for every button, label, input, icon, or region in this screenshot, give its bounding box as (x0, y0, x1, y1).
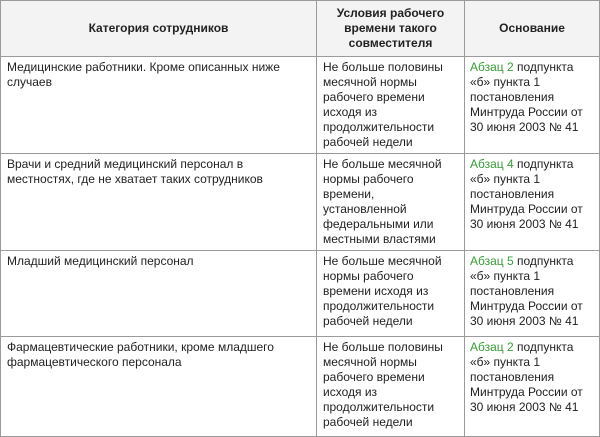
conditions-line: местными властями (323, 232, 436, 246)
basis-line: Минтруда России от (470, 202, 583, 216)
basis-first-line (470, 340, 595, 355)
conditions-cell (317, 154, 465, 251)
category-cell (1, 57, 317, 154)
category-line: Медицинские работники. Кроме описанных ниже (7, 60, 280, 74)
table-row (1, 154, 600, 251)
conditions-line: исходя из (323, 385, 378, 399)
category-line: случаев (7, 75, 52, 89)
conditions-line: продолжительности (323, 120, 435, 134)
conditions-line: рабочей недели (323, 314, 413, 328)
conditions-line: продолжительности (323, 299, 435, 313)
category-line: Фармацевтические работники, кроме младшего (7, 340, 274, 354)
basis-first-line (470, 157, 595, 172)
basis-first-line (470, 60, 595, 75)
conditions-cell (317, 251, 465, 337)
basis-line: постановления (470, 370, 555, 384)
basis-line: «б» пункта 1 (470, 355, 541, 369)
header-conditions-line: совместителя (348, 36, 433, 50)
conditions-line: времени, установленной (323, 187, 407, 216)
basis-line: постановления (470, 284, 555, 298)
header-basis: Основание (465, 1, 600, 57)
basis-line: постановления (470, 90, 555, 104)
conditions-line: федеральными или (323, 217, 434, 231)
conditions-line: рабочей недели (323, 135, 413, 149)
category-line: Врачи и средний медицинский персонал в (7, 157, 244, 171)
basis-first-text: подпункта (513, 340, 574, 354)
category-line: фармацевтического персонала (7, 355, 182, 369)
conditions-cell (317, 57, 465, 154)
conditions-line: Не больше половины (323, 60, 443, 74)
category-cell (1, 154, 317, 251)
category-line: Младший медицинский персонал (7, 254, 194, 268)
basis-line: Минтруда России от (470, 105, 583, 119)
header-conditions-line: времени такого (344, 21, 437, 35)
basis-link[interactable]: Абзац 2 (470, 60, 514, 74)
basis-link[interactable]: Абзац 2 (470, 340, 514, 354)
conditions-line: рабочей недели (323, 415, 413, 429)
table-row (1, 57, 600, 154)
table-header-row (1, 1, 600, 57)
conditions-line: нормы рабочего (323, 172, 414, 186)
basis-line: 30 июня 2003 № 41 (470, 314, 579, 328)
header-conditions-line: Условия рабочего (336, 6, 445, 20)
conditions-line: нормы рабочего (323, 269, 414, 283)
conditions-line: месячной нормы (323, 75, 417, 89)
basis-link[interactable]: Абзац 4 (470, 157, 514, 171)
conditions-line: продолжительности (323, 400, 435, 414)
basis-first-line (470, 254, 595, 269)
conditions-line: Не больше месячной (323, 157, 442, 171)
basis-cell (465, 57, 600, 154)
header-conditions (317, 1, 465, 57)
conditions-line: Не больше половины (323, 340, 443, 354)
conditions-line: Не больше месячной (323, 254, 442, 268)
conditions-line: рабочего времени (323, 370, 425, 384)
basis-cell (465, 154, 600, 251)
conditions-line: исходя из (323, 105, 378, 119)
basis-line: постановления (470, 187, 555, 201)
basis-line: Минтруда России от (470, 299, 583, 313)
basis-line: «б» пункта 1 (470, 172, 541, 186)
basis-line: Минтруда России от (470, 385, 583, 399)
basis-line: 30 июня 2003 № 41 (470, 400, 579, 414)
basis-line: «б» пункта 1 (470, 269, 541, 283)
basis-link[interactable]: Абзац 5 (470, 254, 514, 268)
basis-first-text: подпункта (513, 157, 574, 171)
header-category: Категория сотрудников (1, 1, 317, 57)
basis-line: «б» пункта 1 (470, 75, 541, 89)
basis-line: 30 июня 2003 № 41 (470, 120, 579, 134)
conditions-line: рабочего времени (323, 90, 425, 104)
table-row (1, 251, 600, 337)
category-cell (1, 251, 317, 337)
conditions-line: времени исходя из (323, 284, 429, 298)
basis-first-text: подпункта (513, 254, 574, 268)
basis-cell (465, 251, 600, 337)
basis-first-text: подпункта (513, 60, 574, 74)
category-line: местностях, где не хватает таких сотрудников (7, 172, 263, 186)
conditions-line: месячной нормы (323, 355, 417, 369)
basis-line: 30 июня 2003 № 41 (470, 217, 579, 231)
